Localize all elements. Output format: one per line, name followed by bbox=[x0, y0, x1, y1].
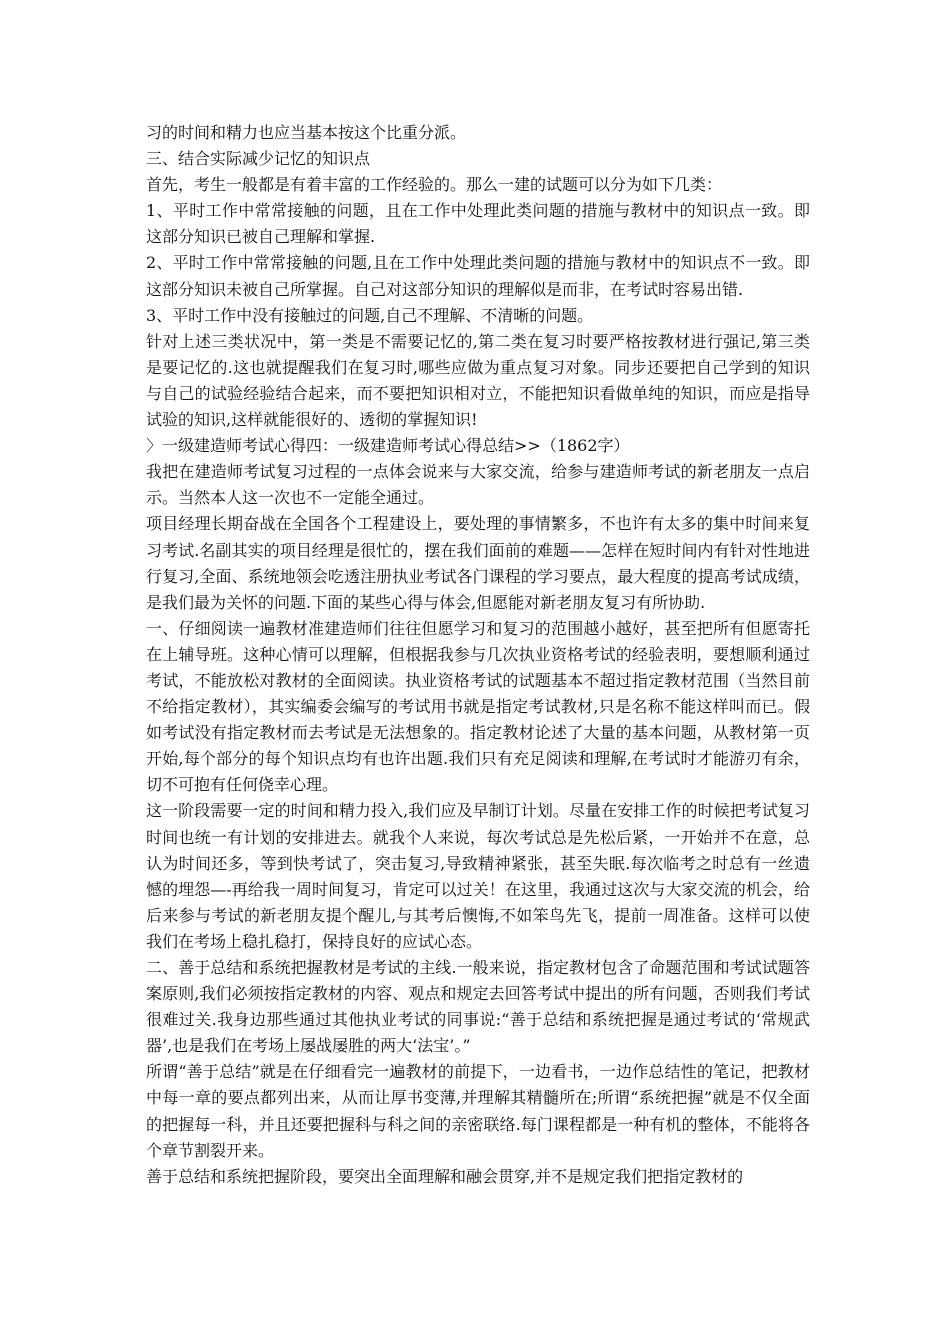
paragraph-14: 善于总结和系统把握阶段，要突出全面理解和融会贯穿,并不是规定我们把指定教材的 bbox=[146, 1166, 744, 1186]
section-two: 二、善于总结和系统把握教材是考试的主线.一般来说，指定教材包含了命题范围和考试试题答案原则,我们必须按指定教材的内容、观点和规定去回答考试中提出的所有问题，否则我们考试很难过关.我身边那些通过其他执业考试的同事说:“善于总结和系统把握是通过考试的‘常规武器’,也是我们在考场上屡战屡胜的两大‘法宝’。” bbox=[146, 958, 810, 1056]
list-item-2: 2、平时工作中常常接触的问题,且在工作中处理此类问题的措施与教材中的知识点不一致。即这部分知识未被自己所掌握。自己对这部分知识的理解似是而非，在考试时容易出错. bbox=[146, 253, 810, 299]
document-body bbox=[146, 120, 810, 1190]
section-heading-3: 三、结合实际减少记忆的知识点 bbox=[146, 149, 371, 169]
paragraph-2: 首先，考生一般都是有着丰富的工作经验的。那么一建的试题可以分为如下几类： bbox=[146, 175, 723, 195]
paragraph-11: 这一阶段需要一定的时间和精力投入,我们应及早制订计划。尽量在安排工作的时候把考试复习时间也统一有计划的安排进去。就我个人来说，每次考试总是先松后紧，一开始并不在意，总认为时间还多，等到快考试了，突击复习,导致精神紧张，甚至失眠.每次临考之时总有一丝遗憾的埋怨—-再给我一周时间复习，肯定可以过关！在这里，我通过这次与大家交流的机会，给后来参与考试的新老朋友提个醒儿,与其考后懊悔,不如笨鸟先飞，提前一周准备。这样可以使我们在考场上稳扎稳打，保持良好的应试心态。 bbox=[146, 801, 810, 951]
paragraph-13: 所谓“善于总结”就是在仔细看完一遍教材的前提下，一边看书，一边作总结性的笔记，把教材中每一章的要点都列出来，从而让厚书变薄,并理解其精髓所在;所谓“系统把握”就是不仅全面的把握每一科，并且还要把握科与科之间的亲密联络.每门课程都是一种有机的整体，不能将各个章节割裂开来。 bbox=[146, 1062, 810, 1160]
list-item-1: 1、平时工作中常常接触的问题，且在工作中处理此类问题的措施与教材中的知识点一致。即这部分知识已被自己理解和掌握. bbox=[146, 201, 810, 247]
section-one: 一、仔细阅读一遍教材准建造师们往往但愿学习和复习的范围越小越好，甚至把所有但愿寄托在上辅导班。这种心情可以理解，但根据我参与几次执业资格考试的经验表明，要想顺利通过考试，不能放松对教材的全面阅读。执业资格考试的试题基本不超过指定教材范围（当然目前不给指定教材），其实编委会编写的考试用书就是指定考试教材,只是名称不能这样叫而已。假如考试没有指定教材而去考试是无法想象的。指定教材论述了大量的基本问题，从教材第一页开始,每个部分的每个知识点均有也许出题.我们只有充足阅读和理解,在考试时才能游刃有余，切不可抱有任何侥幸心理。 bbox=[146, 618, 810, 795]
paragraph-8: 我把在建造师考试复习过程的一点体会说来与大家交流，给参与建造师考试的新老朋友一点启示。当然本人这一次也不一定能全通过。 bbox=[146, 462, 810, 508]
article-title-line: 〉一级建造师考试心得四：一级建造师考试心得总结>>（1862字） bbox=[146, 436, 630, 456]
paragraph-6: 针对上述三类状况中，第一类是不需要记忆的,第二类在复习时要严格按教材进行强记,第三类是要记忆的.这也就提醒我们在复习时,哪些应做为重点复习对象。同步还要把自己学到的知识与自己的试验经验结合起来，而不要把知识相对立，不能把知识看做单纯的知识，而应是指导试验的知识,这样就能很好的、透彻的掌握知识! bbox=[146, 331, 810, 430]
paragraph-0: 习的时间和精力也应当基本按这个比重分派。 bbox=[146, 123, 467, 142]
list-item-3: 3、平时工作中没有接触过的问题,自己不理解、不清晰的问题。 bbox=[146, 305, 594, 325]
paragraph-9: 项目经理长期奋战在全国各个工程建设上，要处理的事情繁多，不也许有太多的集中时间来复习考试.名副其实的项目经理是很忙的，摆在我们面前的难题——怎样在短时间内有针对性地进行复习,全面、系统地领会吃透注册执业考试各门课程的学习要点，最大程度的提高考试成绩，是我们最为关怀的问题.下面的某些心得与体会,但愿能对新老朋友复习有所协助. bbox=[146, 514, 810, 612]
